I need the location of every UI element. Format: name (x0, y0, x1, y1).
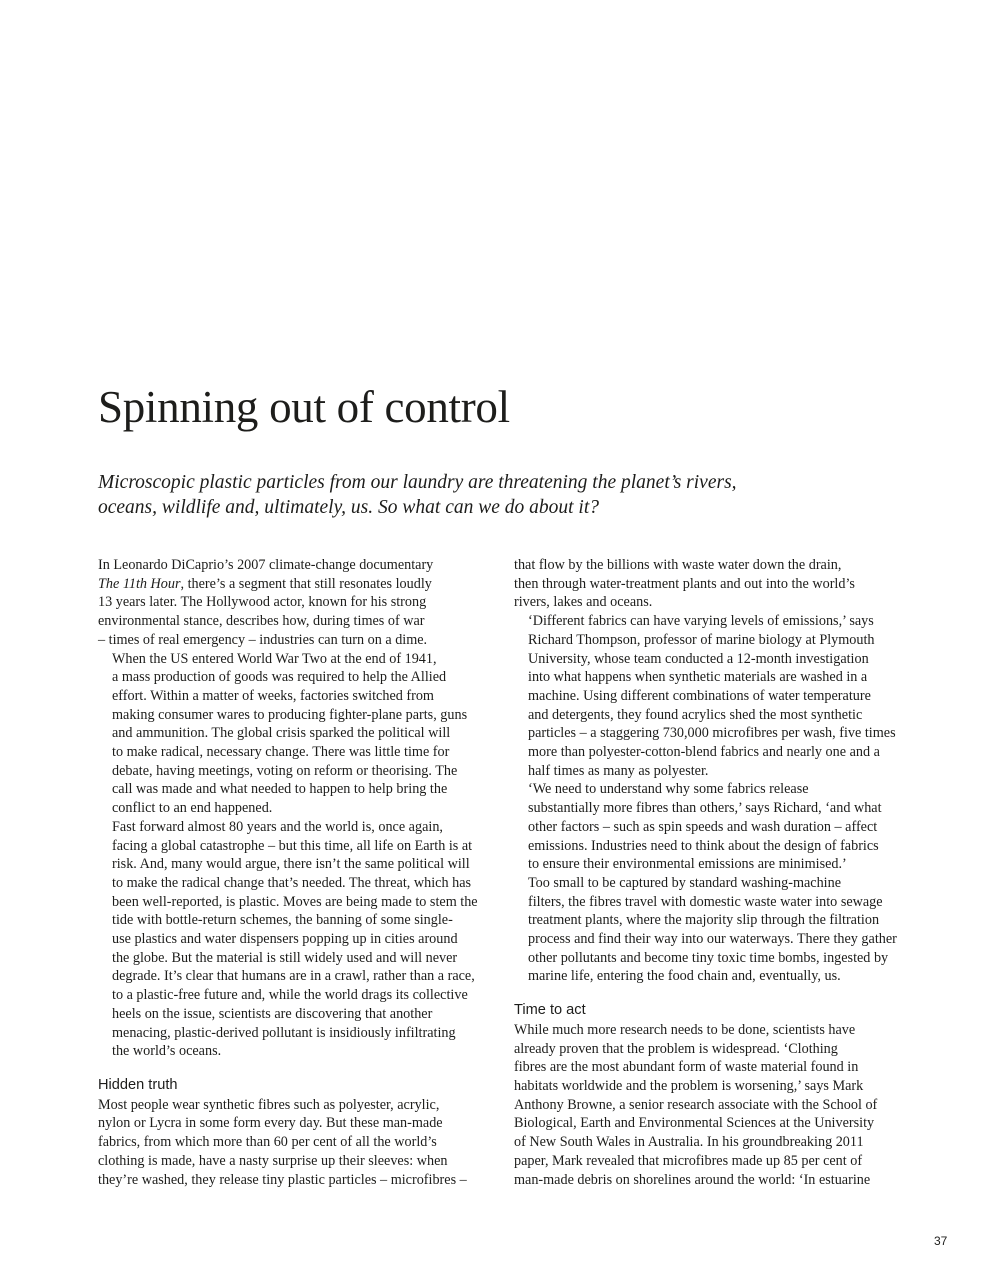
text-line: environmental stance, describes how, during times of war (98, 613, 425, 630)
text-line: particles – a staggering 730,000 microfibres per wash, five times (528, 725, 896, 742)
article-standfirst (98, 470, 798, 520)
text-line: Richard Thompson, professor of marine biology at Plymouth (528, 631, 875, 648)
text-line: machine. Using different combinations of water temperature (528, 687, 871, 704)
text-line: menacing, plastic-derived pollutant is insidiously infiltrating (112, 1024, 456, 1041)
text-line: Biological, Earth and Environmental Sciences at the University (514, 1115, 875, 1132)
text-line: paper, Mark revealed that microfibres made up 85 per cent of (514, 1152, 863, 1169)
text-line: clothing is made, have a nasty surprise up their sleeves: when (98, 1152, 448, 1169)
text-line: facing a global catastrophe – but this time, all life on Earth is at (112, 837, 473, 854)
text-line: use plastics and water dispensers popping up in cities around (112, 931, 458, 948)
text-line: man-made debris on shorelines around the world: ‘In estuarine (514, 1171, 871, 1188)
text-fragment: , there’s a segment that still resonates loudly (180, 575, 432, 592)
paragraph (514, 556, 914, 612)
text-line: process and find their way into our waterways. There they gather (528, 931, 897, 948)
text-line: substantially more fibres than others,’ says Richard, ‘and what (528, 800, 882, 817)
text-line: and detergents, they found acrylics shed the most synthetic (528, 706, 863, 723)
text-line: heels on the issue, scientists are discovering that another (112, 1005, 433, 1022)
text-line: In Leonardo DiCaprio’s 2007 climate-change documentary (98, 557, 434, 573)
text-line: fibres are the most abundant form of waste material found in (514, 1059, 859, 1076)
paragraph (514, 874, 914, 986)
text-line: emissions. Industries need to think about the design of fabrics (528, 837, 879, 854)
text-line: risk. And, many would argue, there isn’t the same political will (112, 856, 470, 873)
text-line: Too small to be captured by standard washing-machine (528, 874, 842, 891)
subheading-hidden-truth: Hidden truth (98, 1076, 178, 1093)
text-line: more than polyester-cotton-blend fabrics and nearly one and a (528, 744, 880, 761)
text-line: the world’s oceans. (112, 1043, 222, 1060)
text-line: the globe. But the material is still widely used and will never (112, 949, 458, 966)
text-line: conflict to an end happened. (112, 800, 273, 817)
standfirst-line: Microscopic plastic particles from our laundry are threatening the planet’s rivers, (98, 472, 737, 493)
text-line: University, whose team conducted a 12-month investigation (528, 650, 869, 667)
text-line: that flow by the billions with waste water down the drain, (514, 557, 842, 573)
page-number: 37 (934, 1234, 948, 1248)
text-line: ‘Different fabrics can have varying levels of emissions,’ says (528, 613, 874, 630)
text-line: Anthony Browne, a senior research associate with the School of (514, 1096, 878, 1113)
text-line: Most people wear synthetic fibres such as polyester, acrylic, (98, 1096, 440, 1113)
text-line: a mass production of goods was required to help the Allied (112, 669, 447, 686)
text-line: debate, having meetings, voting on reform or theorising. The (112, 762, 458, 779)
text-line: to make radical, necessary change. There was little time for (112, 744, 450, 761)
text-line: other factors – such as spin speeds and wash duration – affect (528, 818, 878, 835)
text-line: marine life, entering the food chain and, eventually, us. (528, 968, 841, 985)
right-column (514, 556, 914, 1189)
text-line: into what happens when synthetic materials are washed in a (528, 669, 868, 686)
text-line: ‘We need to understand why some fabrics release (528, 781, 809, 798)
text-line: making consumer wares to producing fighter-plane parts, guns (112, 706, 468, 723)
text-line: half times as many as polyester. (528, 762, 709, 779)
text-line: fabrics, from which more than 60 per cent of all the world’s (98, 1134, 437, 1151)
paragraph (98, 556, 498, 650)
text-line: filters, the fibres travel with domestic waste water into sewage (528, 893, 883, 910)
text-line: call was made and what needed to happen to help bring the (112, 781, 448, 798)
article-title: Spinning out of control (98, 382, 510, 432)
text-line: When the US entered World War Two at the end of 1941, (112, 650, 437, 667)
text-line: degrade. It’s clear that humans are in a crawl, rather than a race, (112, 968, 475, 985)
text-line: they’re washed, they release tiny plastic particles – microfibres – (98, 1171, 467, 1188)
text-line: treatment plants, where the majority slip through the filtration (528, 912, 880, 929)
text-line: tide with bottle-return schemes, the banning of some single- (112, 912, 453, 929)
text-line: been well-reported, is plastic. Moves are being made to stem the (112, 893, 478, 910)
text-line (98, 575, 498, 594)
text-line: effort. Within a matter of weeks, factories switched from (112, 687, 434, 704)
paragraph (514, 1021, 914, 1189)
text-line: of New South Wales in Australia. In his groundbreaking 2011 (514, 1134, 864, 1151)
text-line: other pollutants and become tiny toxic time bombs, ingested by (528, 949, 889, 966)
text-line: and ammunition. The global crisis sparked the political will (112, 725, 451, 742)
text-line: Fast forward almost 80 years and the world is, once again, (112, 818, 443, 835)
text-line: rivers, lakes and oceans. (514, 594, 653, 611)
paragraph (514, 780, 914, 874)
text-line: While much more research needs to be done, scientists have (514, 1021, 856, 1038)
text-line: 13 years later. The Hollywood actor, known for his strong (98, 594, 427, 611)
paragraph (514, 612, 914, 780)
paragraph (98, 1096, 498, 1190)
film-title: The 11th Hour (98, 575, 181, 592)
text-line: already proven that the problem is widespread. ‘Clothing (514, 1040, 838, 1057)
text-line: – times of real emergency – industries can turn on a dime. (98, 631, 428, 648)
subheading-time-to-act: Time to act (514, 1002, 586, 1019)
text-line: to a plastic-free future and, while the world drags its collective (112, 987, 468, 1004)
text-line: then through water-treatment plants and out into the world’s (514, 575, 855, 592)
standfirst-line: oceans, wildlife and, ultimately, us. So what can we do about it? (98, 497, 600, 518)
text-line: nylon or Lycra in some form every day. But these man-made (98, 1115, 443, 1132)
paragraph (98, 818, 498, 1061)
paragraph (98, 650, 498, 818)
text-line: to ensure their environmental emissions are minimised.’ (528, 856, 847, 873)
text-line: habitats worldwide and the problem is worsening,’ says Mark (514, 1077, 864, 1094)
left-column (98, 556, 498, 1189)
text-line: to make the radical change that’s needed. The threat, which has (112, 874, 472, 891)
